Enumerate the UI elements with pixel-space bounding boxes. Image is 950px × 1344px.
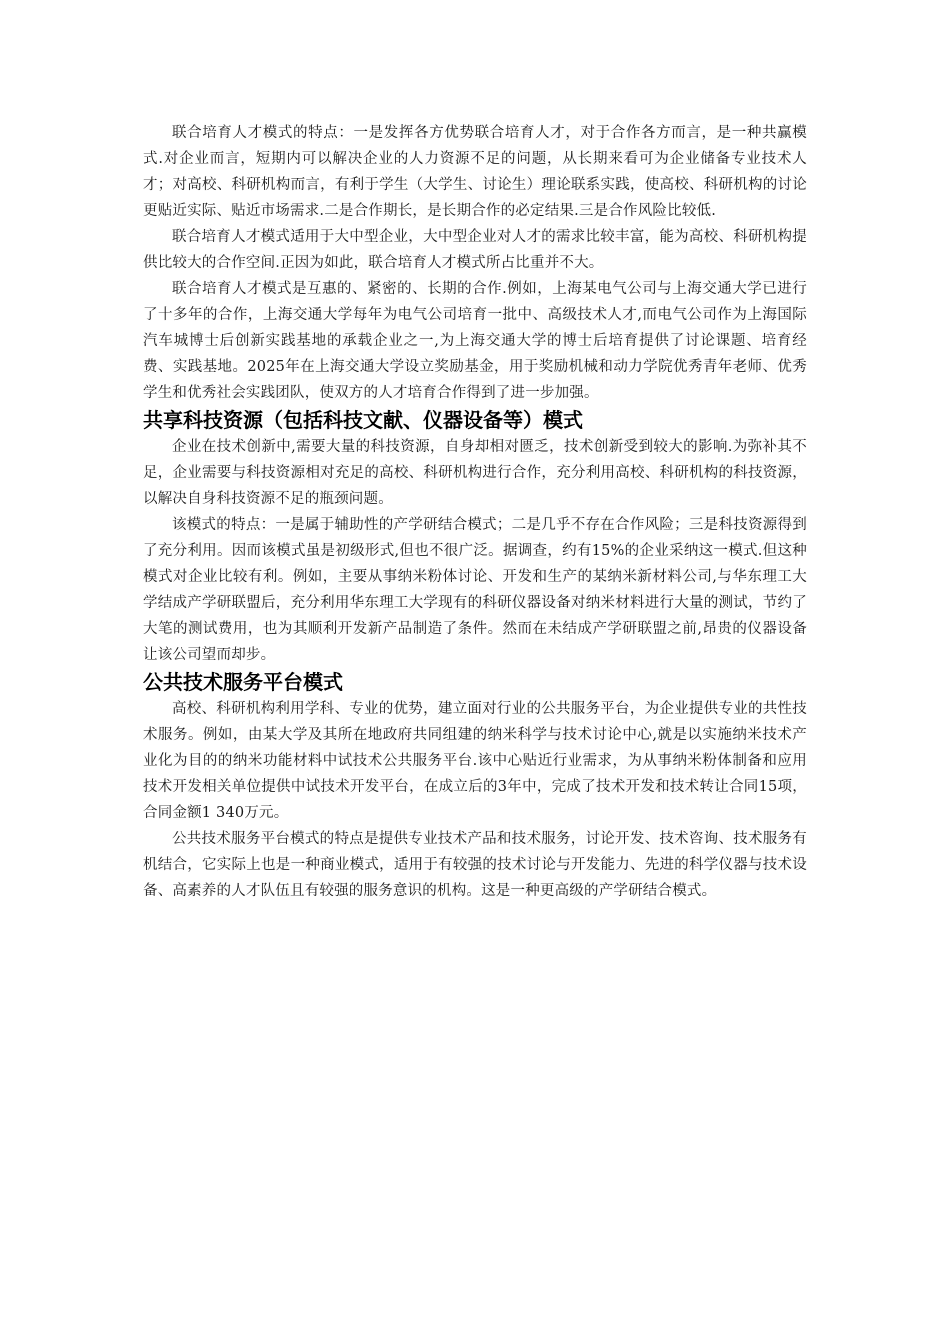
paragraph-shared-resources-intro: 企业在技术创新中,需要大量的科技资源，自身却相对匮乏，技术创新受到较大的影响.为弥补其不足，企业需要与科技资源相对充足的高校、科研机构进行合作，充分利用高校、科研机构的科技资源，以解决自身科技资源不足的瓶颈问题。	[143, 439, 807, 507]
paragraph-joint-training-scope: 联合培育人才模式适用于大中型企业，大中型企业对人才的需求比较丰富，能为高校、科研机构提供比较大的合作空间.正因为如此，联合培育人才模式所占比重并不大。	[143, 229, 807, 271]
document-page	[143, 120, 807, 904]
heading-shared-resources: 共享科技资源（包括科技文献、仪器设备等）模式	[143, 408, 583, 432]
paragraph-public-platform-intro: 高校、科研机构利用学科、专业的优势，建立面对行业的公共服务平台，为企业提供专业的共性技术服务。例如，由某大学及其所在地政府共同组建的纳米科学与技术讨论中心,就是以实施纳米技术产业化为目的的纳米功能材料中试技术公共服务平台.该中心贴近行业需求，为从事纳米粉体制备和应用技术开发相关单位提供中试技术开发平台，在成立后的3年中，完成了技术开发和技术转让合同15项，合同金额1 340万元。	[143, 701, 807, 821]
paragraph-public-platform-features: 公共技术服务平台模式的特点是提供专业技术产品和技术服务，讨论开发、技术咨询、技术服务有机结合，它实际上也是一种商业模式，适用于有较强的技术讨论与开发能力、先进的科学仪器与技术设备、高素养的人才队伍且有较强的服务意识的机构。这是一种更高级的产学研结合模式。	[143, 831, 807, 899]
paragraph-joint-training-example: 联合培育人才模式是互惠的、紧密的、长期的合作.例如，上海某电气公司与上海交通大学已进行了十多年的合作，上海交通大学每年为电气公司培育一批中、高级技术人才,而电气公司作为上海国际汽车城博士后创新实践基地的承载企业之一,为上海交通大学的博士后培育提供了讨论课题、培育经费、实践基地。2025年在上海交通大学设立奖励基金，用于奖励机械和动力学院优秀青年老师、优秀学生和优秀社会实践团队，使双方的人才培育合作得到了进一步加强。	[143, 281, 807, 401]
heading-public-service-platform: 公共技术服务平台模式	[143, 670, 343, 694]
paragraph-shared-resources-features: 该模式的特点：一是属于辅助性的产学研结合模式；二是几乎不存在合作风险；三是科技资源得到了充分利用。因而该模式虽是初级形式,但也不很广泛。据调查，约有15%的企业采纳这一模式.但这种模式对企业比较有利。例如，主要从事纳米粉体讨论、开发和生产的某纳米新材料公司,与华东理工大学结成产学研联盟后，充分利用华东理工大学现有的科研仪器设备对纳米材料进行大量的测试，节约了大笔的测试费用，也为其顺利开发新产品制造了条件。然而在未结成产学研联盟之前,昂贵的仪器设备让该公司望而却步。	[143, 517, 807, 663]
paragraph-joint-training-features: 联合培育人才模式的特点：一是发挥各方优势联合培育人才，对于合作各方而言，是一种共赢模式.对企业而言，短期内可以解决企业的人力资源不足的问题，从长期来看可为企业储备专业技术人才；对高校、科研机构而言，有利于学生（大学生、讨论生）理论联系实践，使高校、科研机构的讨论更贴近实际、贴近市场需求.二是合作期长，是长期合作的必定结果.三是合作风险比较低.	[143, 125, 807, 219]
